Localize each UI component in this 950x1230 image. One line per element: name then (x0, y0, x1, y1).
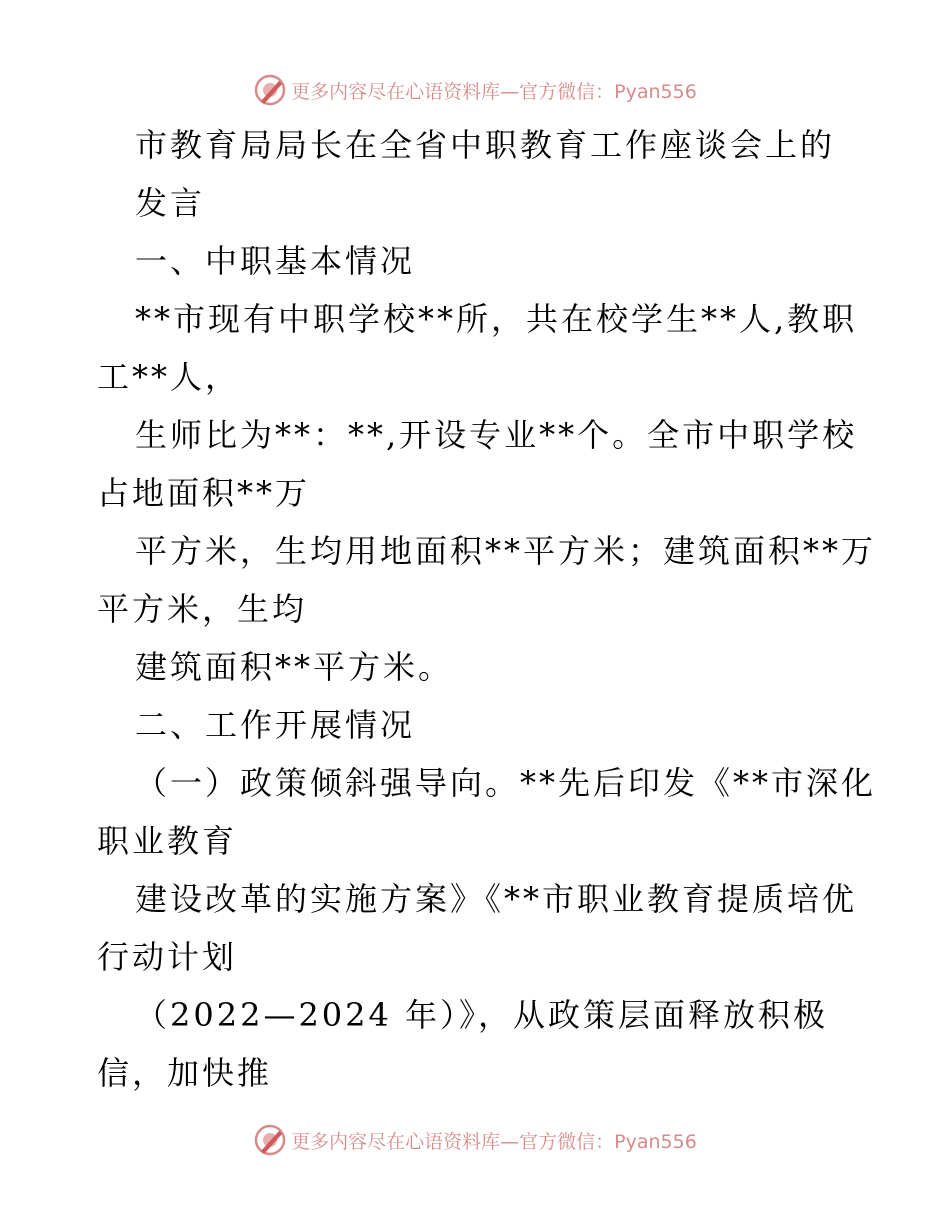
document-line: 建筑面积**平方米。 (135, 648, 454, 686)
pen-logo-icon (253, 1123, 287, 1157)
document-line: 信，加快推 (97, 1054, 273, 1092)
document-body (97, 116, 877, 1102)
watermark-text: 更多内容尽在心语资料库—官方微信：Pyan556 (291, 80, 697, 103)
document-line: 平方米，生均用地面积**平方米；建筑面积**万 (135, 532, 877, 570)
document-line: 生师比为**：**,开设专业**个。全市中职学校 (135, 416, 858, 454)
watermark-header (0, 70, 950, 110)
document-line: 占地面积**万 (97, 474, 311, 512)
pen-logo-icon (253, 73, 287, 107)
document-line: 平方米，生均 (97, 590, 308, 628)
document-line: 职业教育 (97, 822, 238, 860)
watermark-text: 更多内容尽在心语资料库—官方微信：Pyan556 (291, 1130, 697, 1153)
document-line: 一、中职基本情况 (135, 242, 416, 280)
document-line: 二、工作开展情况 (135, 706, 416, 744)
document-line: （一）政策倾斜强导向。**先后印发《**市深化 (135, 764, 877, 802)
document-line: 行动计划 (97, 938, 238, 976)
document-line: 建设改革的实施方案》《**市职业教育提质培优 (135, 880, 858, 918)
document-line: 工**人， (97, 358, 241, 396)
document-line: （2022—2024 年）》，从政策层面释放积极 (135, 996, 829, 1034)
document-line: 市教育局局长在全省中职教育工作座谈会上的 (135, 126, 836, 164)
document-line: **市现有中职学校**所，共在校学生**人,教职 (135, 300, 858, 338)
document-line: 发言 (135, 184, 206, 222)
watermark-footer (0, 1120, 950, 1160)
